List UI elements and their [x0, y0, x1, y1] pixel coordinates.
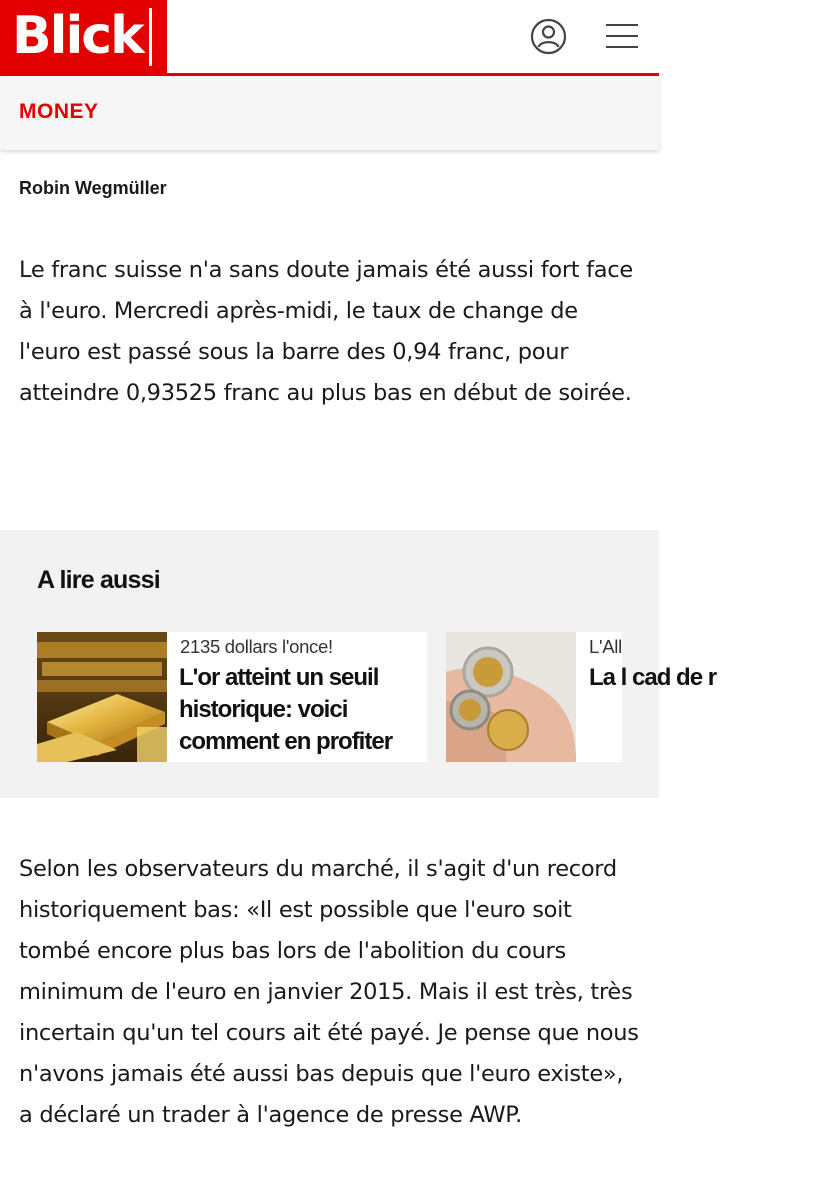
article-paragraph: Le franc suisse n'a sans doute jamais été aussi fort face à l'euro. Mercredi après-midi, le taux de change de l'euro est passé sous la barre des 0,94 franc, pour atteindre 0,93525 franc au plus bas en début de soirée. — [19, 257, 633, 406]
card-title: L'or atteint un seuil historique: voici comment en profiter — [179, 664, 393, 755]
user-account-icon[interactable] — [530, 18, 567, 55]
blick-logo[interactable] — [0, 0, 167, 73]
read-also-section — [0, 530, 717, 798]
hamburger-menu-icon[interactable] — [606, 22, 638, 50]
article-author[interactable]: Robin Wegmüller — [19, 178, 167, 198]
card-title: La l cad de r — [589, 664, 717, 691]
card-kicker: L'All — [589, 636, 622, 657]
gold-bars-image — [37, 632, 167, 762]
read-also-title: A lire aussi — [37, 566, 160, 594]
article-paragraph: Selon les observateurs du marché, il s'agit d'un record historiquement bas: «Il est possible que l'euro soit tombé encore plus bas lors de l'abolition du cours minimum de l'euro en janvier 2015. Mais il est très, très incertain qu'un tel cours ait été payé. Je pense que nous n'avons jamais été aussi bas depuis que l'euro existe», a déclaré un trader à l'agence de presse AWP. — [19, 856, 639, 1128]
section-link-money[interactable]: MONEY — [19, 100, 99, 123]
site-header — [0, 0, 659, 76]
section-bar — [0, 76, 659, 150]
logo-text: Blick — [12, 6, 143, 66]
read-also-card[interactable] — [37, 632, 427, 762]
euro-coins-image — [446, 632, 576, 762]
logo-divider — [149, 8, 152, 66]
card-kicker: 2135 dollars l'once! — [180, 636, 333, 657]
read-also-card[interactable] — [446, 632, 717, 762]
